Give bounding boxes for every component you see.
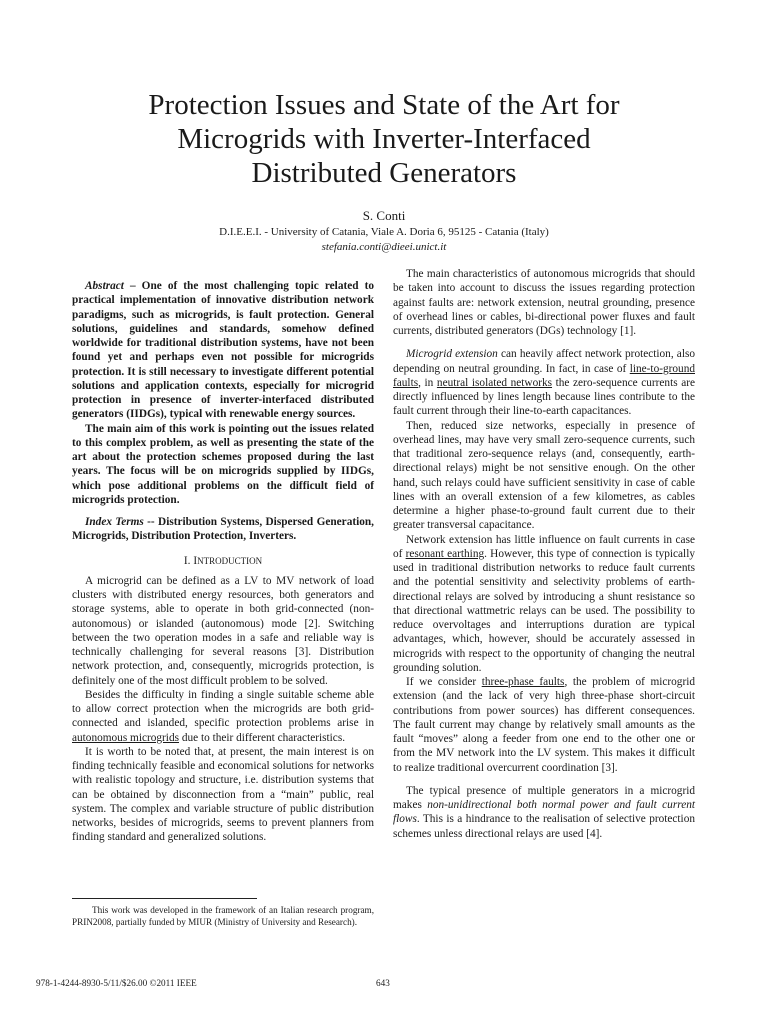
author-affiliation: D.I.E.E.I. - University of Catania, Viale A. Doria 6, 95125 - Catania (Italy) [219, 226, 549, 238]
index-terms [72, 515, 374, 544]
left-column [72, 279, 374, 845]
footnote: This work was developed in the framework of an Italian research program, PRIN2008, partially funded by MIUR (Ministry of University and Research). [72, 905, 374, 927]
right-column [393, 267, 695, 841]
abstract-paragraph-2: The main aim of this work is pointing out the issues related to this complex problem, as well as presenting the state of the art about the protection schemes proposed during the last years. The focus will be on microgrids supplied by IIDGs, which pose additional problems on the difficult field of microgrids protection. [72, 422, 374, 506]
underlined-term: neutral isolated networks [436, 376, 553, 389]
body-paragraph: A microgrid can be defined as a LV to MV network of load clusters with distributed energy resources, both generators and storage systems, able to operate in both grid-connected (non-autonomous) or islanded (autonomous) mode [2]. Switching between the two operation modes in a safe and reliable way is technically challenging for several reasons [3]. Distribution network protection, and, consequently, microgrids protection, is definitely one of the most difficult problem to be solved. [72, 574, 374, 687]
underlined-term: line-to-ground faults [393, 362, 695, 389]
paper-title [0, 88, 768, 190]
body-paragraph: It is worth to be noted that, at present, the main interest is on finding technically feasible and economical solutions for networks with realistic topology and structure, i.e. distribution systems that can be obtained by disconnection from a “main” public, real system. The complex and variable structure of public distribution networks, besides of microgrids, seems to prevent planners from finding standard and generalized solutions. [72, 745, 374, 844]
body-paragraph: Besides the difficulty in finding a single suitable scheme able to allow correct protection when the microgrids are both grid-connected and islanded, specific protection problems arise in autonomous microgrids due to their different characteristics. [72, 688, 374, 744]
body-paragraph: Network extension has little influence on fault currents in case of resonant earthing. However, this type of connection is typically used in traditional distribution networks to reduce fault currents and the potential sensitivity and selectivity problems of earth-directional relays are solved by introducing a shunt resistance so that directional wattmetric relays can be used. The possibility to reduce overvoltages and interruptions duration are typical advantages, which, however, should be accurately assessed in microgrids with respect to the opportunity of changing the neutral grounding solution. [393, 533, 695, 674]
author-name: S. Conti [362, 208, 406, 223]
abstract-text: – One of the most challenging topic related to practical implementation of innovative distribution network paradigms, such as microgrids, is fault protection. General solutions, guidelines and standards, somehow defined worldwide for traditional distribution systems, have not been found yet and perhaps even not possible for microgrids protection. It is still necessary to investigate different potential solutions and application contexts, especially for microgrid protection in presence of inverter-interfaced distributed generators (IIDGs), typical with renewable energy sources. [72, 280, 374, 421]
underlined-term: three-phase faults [481, 676, 565, 688]
abstract-label: Abstract [85, 280, 124, 292]
underlined-term: resonant earthing [405, 547, 485, 560]
index-terms-label: Index Terms [85, 516, 144, 528]
underlined-term: autonomous microgrids [72, 731, 179, 744]
section-heading: I. INTRODUCTION [183, 554, 263, 567]
title-line: Microgrids with Inverter-Interfaced [177, 123, 591, 155]
isbn-footer: 978-1-4244-8930-5/11/$26.00 ©2011 IEEE [36, 978, 197, 988]
body-paragraph: If we consider three-phase faults, the problem of microgrid extension (and the lack of very high three-phase short-circuit contributions from power sources) has different consequences. The fault current may change by relatively small amounts as the fault “moves” along a feeder from one end to the other one or from the MV network into the LV system. This makes it difficult to realize traditional overcurrent coordination [3]. [393, 676, 695, 774]
body-paragraph: The main characteristics of autonomous microgrids that should be taken into account to discuss the issues regarding protection against faults are: network extension, neutral grounding, presence of overhead lines or cables, bi-directional power fluxes and fault currents, distributed generators (DGs) technology [1]. [393, 268, 695, 337]
index-terms-text: -- Distribution Systems, Dispersed Generation, Microgrids, Distribution Protection, Inverters. [72, 516, 374, 543]
italic-term: non-unidirectional both normal power and fault current flows [393, 799, 695, 826]
abstract-paragraph [72, 279, 374, 422]
italic-term: Microgrid extension [406, 348, 498, 361]
author-email: stefania.conti@dieei.unict.it [321, 241, 447, 253]
footnote-divider [72, 898, 257, 899]
title-line: Distributed Generators [251, 157, 517, 189]
body-paragraph: Microgrid extension can heavily affect network protection, also depending on neutral grounding. In fact, in case of line-to-ground faults, in neutral isolated networks the zero-sequence currents are directly influenced by lines length because lines contribute to the fault current through their line-to-earth capacitances. [393, 348, 695, 418]
body-paragraph: The typical presence of multiple generators in a microgrid makes non-unidirectional both normal power and fault current flows. This is a hindrance to the realisation of selective protection schemes unless directional relays are used [4]. [393, 784, 695, 840]
body-paragraph: Then, reduced size networks, especially in presence of overhead lines, may have very small zero-sequence currents, such that traditional zero-sequence relays (and, consequently, earth-directional relays) might be not sensitive enough. On the other hand, such relays could have sufficient sensitivity in case of cable lines with an overall extension of a few kilometres, as cables determine a higher phase-to-ground fault current due to their greater transversal capacitance. [393, 419, 695, 532]
page-number: 643 [376, 978, 390, 988]
title-line: Protection Issues and State of the Art for [148, 89, 620, 121]
